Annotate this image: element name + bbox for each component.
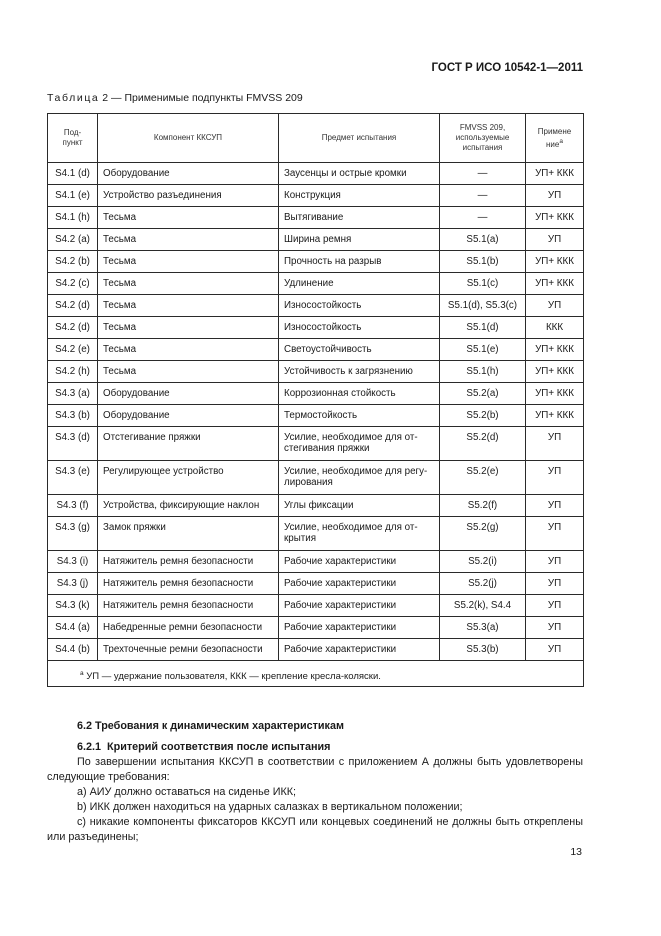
cell-component: Натяжитель ремня безопасности	[98, 551, 279, 573]
page-number: 13	[570, 846, 582, 858]
fmvss-table	[47, 113, 584, 687]
cell-test: S5.2(i)	[440, 551, 526, 573]
paragraph-intro: По завершении испытания ККСУП в соответствии с приложением А должны быть удовлетворены следующие требования:	[47, 756, 583, 783]
cell-component: Тесьма	[98, 251, 279, 273]
cell-subject: Рабочие характеристики	[279, 595, 440, 617]
footnote-text: УП — удержание пользователя, ККК — крепление кресла-коляски.	[83, 671, 381, 682]
cell-test: S5.1(d), S5.3(c)	[440, 295, 526, 317]
paragraph-item-a: а) АИУ должно оставаться на сиденье ИКК;	[77, 786, 297, 798]
table-footnote-row	[48, 661, 584, 687]
cell-subclause: S4.3 (e)	[48, 461, 98, 495]
cell-subclause: S4.3 (j)	[48, 573, 98, 595]
cell-subject: Светоустойчивость	[279, 339, 440, 361]
table-row	[48, 185, 584, 207]
cell-test: S5.2(k), S4.4	[440, 595, 526, 617]
cell-component: Устройства, фиксирующие наклон	[98, 495, 279, 517]
cell-subject: Усилие, необходимое для от- крытия	[279, 517, 440, 551]
cell-subject: Рабочие характеристики	[279, 639, 440, 661]
cell-application: УП	[526, 517, 584, 551]
table-row	[48, 295, 584, 317]
subsection-heading	[47, 740, 613, 755]
cell-component: Оборудование	[98, 405, 279, 427]
table-caption-text: 2 — Применимые подпункты FMVSS 209	[99, 92, 303, 104]
cell-subclause: S4.3 (a)	[48, 383, 98, 405]
cell-test: S5.1(e)	[440, 339, 526, 361]
table-row	[48, 461, 584, 495]
cell-test: S5.2(a)	[440, 383, 526, 405]
table-row	[48, 229, 584, 251]
cell-subject: Износостойкость	[279, 317, 440, 339]
table-footnote	[48, 661, 584, 687]
cell-test: S5.2(d)	[440, 427, 526, 461]
table-row	[48, 317, 584, 339]
cell-subclause: S4.1 (d)	[48, 163, 98, 185]
table-caption	[47, 92, 303, 104]
cell-test: S5.3(a)	[440, 617, 526, 639]
col-header-application-text: Примене ние	[537, 126, 572, 149]
cell-component: Тесьма	[98, 339, 279, 361]
cell-subclause: S4.1 (e)	[48, 185, 98, 207]
cell-subclause: S4.2 (a)	[48, 229, 98, 251]
cell-subclause: S4.2 (b)	[48, 251, 98, 273]
table-row	[48, 595, 584, 617]
cell-component: Оборудование	[98, 383, 279, 405]
cell-subclause: S4.3 (f)	[48, 495, 98, 517]
cell-application: УП	[526, 595, 584, 617]
cell-application: УП	[526, 551, 584, 573]
cell-component: Отстегивание пряжки	[98, 427, 279, 461]
footnote-ref: а	[559, 137, 563, 145]
cell-application: УП	[526, 427, 584, 461]
table-row	[48, 251, 584, 273]
table-row	[48, 273, 584, 295]
section-title: 6.2 Требования к динамическим характеристикам	[77, 720, 344, 732]
cell-subclause: S4.2 (d)	[48, 317, 98, 339]
cell-subject: Заусенцы и острые кромки	[279, 163, 440, 185]
table-row	[48, 617, 584, 639]
cell-component: Натяжитель ремня безопасности	[98, 573, 279, 595]
cell-subclause: S4.4 (b)	[48, 639, 98, 661]
table-row	[48, 405, 584, 427]
cell-component: Тесьма	[98, 295, 279, 317]
cell-subclause: S4.2 (d)	[48, 295, 98, 317]
table-caption-prefix: Таблица	[47, 92, 100, 104]
cell-subclause: S4.3 (i)	[48, 551, 98, 573]
table-row	[48, 427, 584, 461]
table-row	[48, 495, 584, 517]
table-row	[48, 207, 584, 229]
cell-subclause: S4.3 (d)	[48, 427, 98, 461]
cell-subclause: S4.1 (h)	[48, 207, 98, 229]
cell-test: S5.2(j)	[440, 573, 526, 595]
footnote-mark: а	[80, 670, 84, 677]
cell-application: УП+ ККК	[526, 405, 584, 427]
cell-subclause: S4.3 (b)	[48, 405, 98, 427]
col-header-subclause: Под- пункт	[48, 114, 98, 163]
col-header-subject: Предмет испытания	[279, 114, 440, 163]
cell-component: Тесьма	[98, 361, 279, 383]
cell-subclause: S4.3 (g)	[48, 517, 98, 551]
cell-application: УП	[526, 495, 584, 517]
table-row	[48, 639, 584, 661]
cell-component: Оборудование	[98, 163, 279, 185]
cell-application: ККК	[526, 317, 584, 339]
cell-subject: Конструкция	[279, 185, 440, 207]
cell-subclause: S4.2 (e)	[48, 339, 98, 361]
cell-application: УП+ ККК	[526, 361, 584, 383]
cell-test: —	[440, 163, 526, 185]
cell-test: S5.1(c)	[440, 273, 526, 295]
cell-application: УП	[526, 617, 584, 639]
cell-component: Натяжитель ремня безопасности	[98, 595, 279, 617]
cell-component: Устройство разъединения	[98, 185, 279, 207]
cell-subject: Термостойкость	[279, 405, 440, 427]
cell-component: Тесьма	[98, 273, 279, 295]
cell-application: УП	[526, 185, 584, 207]
table-header-row	[48, 114, 584, 163]
table-row	[48, 383, 584, 405]
cell-subject: Рабочие характеристики	[279, 617, 440, 639]
cell-test: S5.1(b)	[440, 251, 526, 273]
cell-application: УП+ ККК	[526, 383, 584, 405]
cell-application: УП	[526, 461, 584, 495]
cell-component: Набедренные ремни безопасности	[98, 617, 279, 639]
cell-subject: Прочность на разрыв	[279, 251, 440, 273]
cell-test: —	[440, 207, 526, 229]
cell-component: Тесьма	[98, 317, 279, 339]
table-row	[48, 361, 584, 383]
subsection-number: 6.2.1	[77, 741, 102, 753]
cell-application: УП+ ККК	[526, 273, 584, 295]
table-row	[48, 517, 584, 551]
cell-subject: Ширина ремня	[279, 229, 440, 251]
cell-test: S5.2(f)	[440, 495, 526, 517]
cell-application: УП+ ККК	[526, 207, 584, 229]
cell-subject: Рабочие характеристики	[279, 573, 440, 595]
col-header-component: Компонент ККСУП	[98, 114, 279, 163]
cell-application: УП	[526, 229, 584, 251]
cell-test: S5.2(e)	[440, 461, 526, 495]
cell-subclause: S4.4 (a)	[48, 617, 98, 639]
cell-component: Трехточечные ремни безопасности	[98, 639, 279, 661]
cell-test: S5.1(a)	[440, 229, 526, 251]
cell-subject: Коррозионная стойкость	[279, 383, 440, 405]
cell-component: Тесьма	[98, 207, 279, 229]
table-row	[48, 339, 584, 361]
col-header-application	[526, 114, 584, 163]
cell-subject: Усилие, необходимое для регу- лирования	[279, 461, 440, 495]
section-body	[47, 755, 583, 845]
table-row	[48, 573, 584, 595]
cell-component: Тесьма	[98, 229, 279, 251]
cell-application: УП	[526, 639, 584, 661]
cell-test: S5.2(g)	[440, 517, 526, 551]
cell-test: S5.2(b)	[440, 405, 526, 427]
cell-application: УП+ ККК	[526, 251, 584, 273]
cell-application: УП+ ККК	[526, 339, 584, 361]
cell-subject: Удлинение	[279, 273, 440, 295]
cell-subclause: S4.2 (c)	[48, 273, 98, 295]
cell-subject: Износостойкость	[279, 295, 440, 317]
cell-subject: Устойчивость к загрязнению	[279, 361, 440, 383]
cell-subject: Вытягивание	[279, 207, 440, 229]
cell-application: УП+ ККК	[526, 163, 584, 185]
table-row	[48, 163, 584, 185]
cell-application: УП	[526, 573, 584, 595]
cell-subclause: S4.3 (k)	[48, 595, 98, 617]
cell-test: S5.3(b)	[440, 639, 526, 661]
col-header-test: FMVSS 209, используемые испытания	[440, 114, 526, 163]
cell-test: S5.1(h)	[440, 361, 526, 383]
table-body	[48, 163, 584, 661]
cell-application: УП	[526, 295, 584, 317]
cell-test: S5.1(d)	[440, 317, 526, 339]
cell-subject: Усилие, необходимое для от- стегивания пряжки	[279, 427, 440, 461]
cell-test: —	[440, 185, 526, 207]
cell-component: Замок пряжки	[98, 517, 279, 551]
cell-subject: Рабочие характеристики	[279, 551, 440, 573]
subsection-title: Критерий соответствия после испытания	[107, 741, 331, 753]
document-code: ГОСТ Р ИСО 10542-1—2011	[431, 62, 583, 74]
cell-component: Регулирующее устройство	[98, 461, 279, 495]
cell-subclause: S4.2 (h)	[48, 361, 98, 383]
paragraph-item-b: b) ИКК должен находиться на ударных салазках в вертикальном положении;	[77, 801, 463, 813]
table-row	[48, 551, 584, 573]
cell-subject: Углы фиксации	[279, 495, 440, 517]
paragraph-item-c: с) никакие компоненты фиксаторов ККСУП или концевых соединений не должны быть откреплены или разъединены;	[47, 816, 583, 843]
